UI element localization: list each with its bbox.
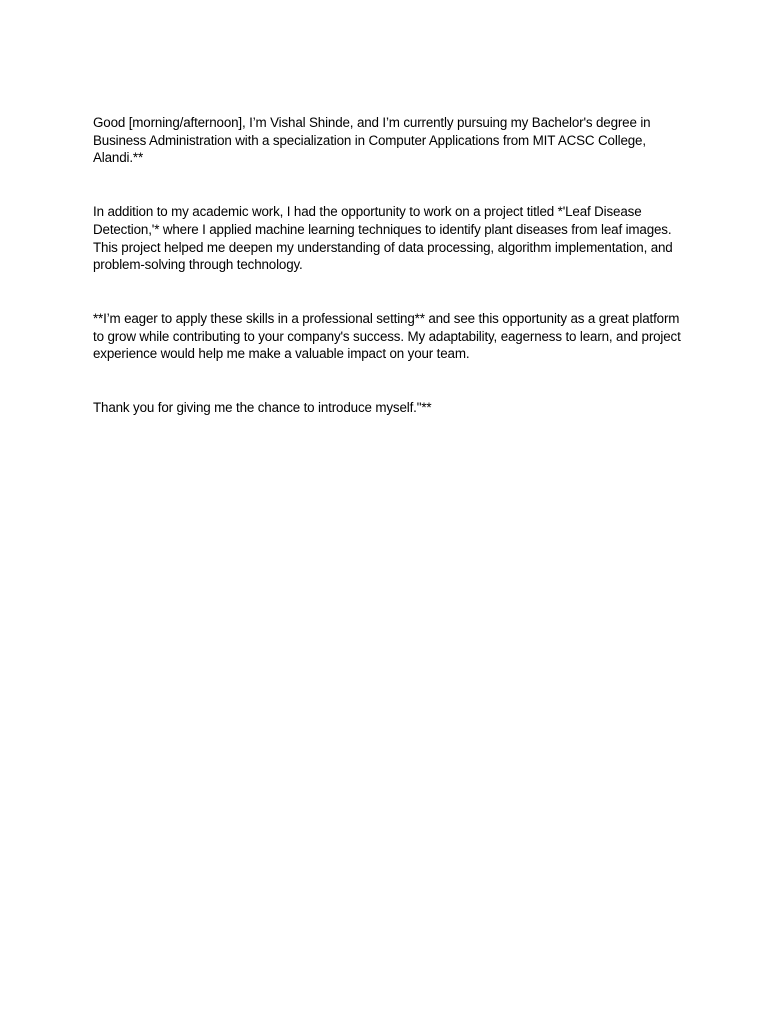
- document-body: [93, 114, 683, 417]
- paragraph-spacer: [93, 363, 683, 399]
- paragraph-introduction: Good [morning/afternoon], I’m Vishal Shinde, and I’m currently pursuing my Bachelor's degree in Business Administration with a specialization in Computer Applications from MIT ACSC College, Alandi.**: [93, 115, 651, 166]
- paragraph-project: In addition to my academic work, I had the opportunity to work on a project titled *'Leaf Disease Detection,'* where I applied machine learning techniques to identify plant diseases from leaf images. This project helped me deepen my understanding of data processing, algorithm implementation, and problem-solving through technology.: [93, 204, 673, 273]
- paragraph-closing: Thank you for giving me the chance to introduce myself."**: [93, 400, 432, 416]
- paragraph-spacer: [93, 167, 683, 203]
- paragraph-spacer: [93, 274, 683, 310]
- paragraph-motivation: **I’m eager to apply these skills in a professional setting** and see this opportunity as a great platform to grow while contributing to your company's success. My adaptability, eagerness to learn, and project experience would help me make a valuable impact on your team.: [93, 310, 681, 362]
